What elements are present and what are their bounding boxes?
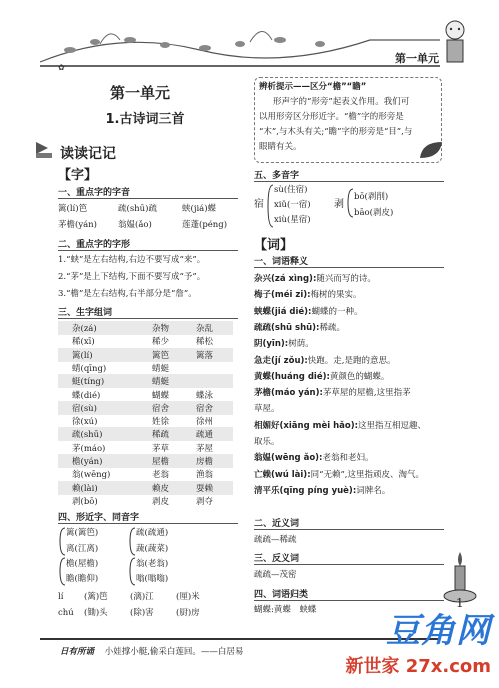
word-example: 耍赖: [196, 483, 214, 494]
word-example: 茅屋: [196, 443, 214, 454]
classify-words: 蝴蝶:黄蝶 蛱蝶: [254, 605, 317, 615]
definition-text: 树荫。: [288, 339, 314, 350]
glyph-note: 2.“茅”是上下结构,下面不要写成“予”。: [58, 272, 206, 282]
word-example: 稀松: [196, 337, 214, 348]
polyphone-reading: bō(剥削): [354, 192, 389, 202]
word-example: 剥皮: [152, 496, 170, 507]
bracket-icon: [128, 527, 136, 587]
leaf-icon: [418, 140, 444, 160]
homophone-item: (漓)江: [130, 592, 154, 602]
tip-line: 眼睛有关。: [259, 142, 302, 152]
definition-text: 取乐。: [254, 437, 280, 447]
homophone-pinyin: chú: [58, 608, 74, 618]
pronunciation-item: 蛱(jiá)蝶: [182, 204, 217, 214]
synonym-pair: 疏疏—稀疏: [254, 535, 297, 545]
definition-term: 梅子(méi zi):: [254, 290, 311, 301]
compare-item: 瞻(瞻仰): [66, 574, 99, 584]
word-char: 稀(xī): [72, 337, 95, 348]
definition-item: [254, 321, 345, 335]
definition-term: 黄蝶(huáng dié):: [254, 371, 330, 382]
ci-header: 【词】: [254, 238, 294, 253]
footer-quote: 小娃撑小艇,偷采白莲回。——白居易: [104, 647, 244, 657]
word-char: 徐(xú): [72, 417, 98, 428]
watermark-sub: 新世家 27x.com: [345, 656, 491, 677]
compare-item: 蔬(蔬菜): [136, 544, 169, 554]
word-example: 渔翁: [196, 470, 214, 481]
definition-text: 蝴蝶的一种。: [311, 306, 363, 317]
definition-text: 这里指互相逗趣、: [358, 420, 427, 431]
definition-item: [254, 386, 411, 400]
compare-item: 疏(疏通): [136, 528, 169, 538]
left-section-2: 二、重点字的字形: [58, 240, 131, 250]
word-char: 剥(bō): [72, 496, 98, 507]
word-char: 杂(zá): [72, 324, 97, 334]
bracket-icon: [266, 184, 274, 228]
right-section-1: 一、词语释义: [254, 257, 309, 267]
definition-item: [254, 484, 390, 498]
word-example: 杂乱: [196, 324, 214, 334]
page-number: 1: [456, 596, 464, 610]
word-example: 徐州: [196, 417, 214, 428]
definition-text: 同“无赖”,这里指顽皮、淘气。: [310, 469, 425, 480]
word-char: 赖(lài): [72, 483, 98, 494]
left-section-3: 三、生字组词: [58, 308, 113, 318]
definition-item: [254, 435, 280, 449]
footer-label: 日有所诵: [60, 647, 95, 657]
word-char: 翁(wēng): [72, 470, 111, 481]
definition-term: 疏疏(shū shū):: [254, 322, 320, 333]
tip-box: [254, 77, 442, 163]
pronunciation-item: 茅檐(yán): [58, 220, 97, 230]
definition-term: 清平乐(qīng píng yuè):: [254, 485, 357, 496]
definition-term: 急走(jí zǒu):: [254, 355, 308, 366]
word-example: 蝴蝶: [152, 390, 170, 401]
definition-item: [254, 272, 376, 286]
word-example: 篱笆: [152, 350, 170, 361]
right-section-2: 二、近义词: [254, 519, 300, 529]
antonym-pair: 疏疏—茂密: [254, 570, 297, 580]
polyphone-reading: xiù(星宿): [274, 215, 311, 225]
word-example: 杂物: [152, 324, 170, 334]
header-unit-label: 第一单元: [395, 52, 439, 65]
definition-item: [254, 354, 396, 368]
definition-item: [254, 419, 426, 433]
tip-line: 形声字的“形旁”起表义作用。我们可: [273, 97, 410, 107]
definition-item: [254, 337, 314, 351]
tip-title: 辨析提示——区分“檐”“瞻”: [259, 82, 367, 92]
word-char: 檐(yán): [72, 457, 103, 467]
word-example: 稀少: [152, 337, 170, 348]
word-char: 宿(sù): [72, 403, 97, 414]
compare-item: 檐(屋檐): [66, 559, 99, 569]
definition-text: 老翁和老妇。: [322, 453, 374, 464]
definition-item: [254, 370, 389, 384]
watermark: [345, 603, 491, 678]
polyphone-reading: xiǔ(一宿): [274, 200, 311, 210]
polyphone-reading: bāo(剥皮): [354, 208, 394, 218]
child-figure-icon: [446, 21, 464, 62]
left-section-4: 四、形近字、同音字: [58, 513, 140, 523]
word-example: 老翁: [152, 470, 170, 481]
lesson-title: 1.古诗词三首: [105, 112, 185, 127]
homophone-item: (除)害: [130, 608, 154, 618]
word-example: 蜻蜓: [152, 363, 170, 374]
pronunciation-item: 翁媪(ǎo): [118, 220, 152, 230]
pronunciation-item: 疏(shū)疏: [118, 204, 157, 214]
definition-term: 亡赖(wú lài):: [254, 469, 311, 480]
definition-item: [254, 305, 362, 319]
definition-term: 杂兴(zá xìng):: [254, 274, 317, 284]
pronunciation-item: 篱(lí)笆: [58, 204, 88, 214]
definition-term: 翁媪(wēng ǎo):: [254, 453, 323, 464]
definition-text: 草屋。: [254, 404, 280, 415]
polyphone-char: 宿: [254, 199, 264, 210]
definition-text: 随兴而写的诗。: [316, 274, 376, 284]
gramophone-icon: [32, 138, 58, 160]
tip-line: “木”,与木头有关;“瞻”字的形旁是“目”,与: [259, 127, 413, 137]
word-example: 赖皮: [152, 483, 170, 494]
definition-text: 稀疏。: [319, 322, 345, 333]
bracket-icon: [58, 527, 66, 587]
word-char: 茅(máo): [72, 443, 106, 454]
word-example: 剥夺: [196, 496, 214, 507]
definition-text: 黄颜色的蝴蝶。: [329, 371, 390, 382]
word-example: 蝶泳: [196, 390, 214, 401]
compare-item: 翁(老翁): [136, 559, 169, 569]
word-example: 蜻蜓: [152, 377, 170, 388]
homophone-item: (篱)笆: [84, 592, 108, 602]
definition-term: 相媚好(xiāng mèi hǎo):: [254, 420, 359, 431]
word-example: 稀疏: [152, 430, 170, 441]
definition-item: [254, 451, 373, 465]
polyphone-reading: sù(住宿): [274, 185, 308, 195]
word-char: 蝶(dié): [72, 390, 101, 401]
word-example: 宿舍: [196, 403, 214, 414]
homophone-item: (锄)头: [84, 608, 108, 618]
unit-title: 第一单元: [109, 84, 170, 102]
right-section-5: 五、多音字: [254, 171, 300, 181]
compare-item: 篱(篱笆): [66, 528, 99, 538]
word-char: 蜓(tíng): [72, 377, 105, 388]
definition-text: 快跑。走,是跑的意思。: [307, 355, 396, 366]
read-title: 读读记记: [60, 146, 116, 162]
homophone-pinyin: lí: [58, 592, 64, 602]
compare-item: 嗡(嗡嗡): [136, 574, 169, 584]
glyph-note: 3.“檐”是左右结构,右半部分是“詹”。: [58, 289, 197, 299]
word-char: 蜻(qīng): [72, 363, 107, 374]
zi-header: 【字】: [58, 168, 98, 183]
word-example: 宿舍: [152, 403, 170, 414]
definition-item: [254, 402, 280, 416]
watermark-main: 豆角网: [386, 611, 491, 651]
compare-item: 离(江离): [66, 544, 99, 554]
definition-item: [254, 468, 424, 482]
word-example: 姓徐: [152, 417, 170, 428]
definition-term: 茅檐(máo yán):: [254, 388, 323, 399]
definition-term: 阴(yīn):: [254, 339, 289, 350]
polyphone-char: 剥: [334, 199, 344, 210]
definition-text: 词牌名。: [356, 485, 391, 496]
pronunciation-item: 莲蓬(péng): [182, 220, 228, 230]
definition-text: 梅树的果实。: [310, 290, 362, 301]
homophone-item: (厘)米: [176, 592, 200, 602]
word-example: 房檐: [196, 457, 214, 467]
header-decoration: [0, 0, 499, 78]
homophone-item: (厨)房: [176, 608, 200, 618]
word-char: 篱(lí): [72, 350, 93, 361]
word-example: 茅草: [152, 443, 170, 454]
left-section-1: 一、重点字的字音: [58, 188, 131, 198]
definition-text: 茅草屋的屋檐,这里指茅: [322, 388, 411, 399]
tip-line: 以用形旁区分形近字。“檐”字的形旁是: [259, 112, 404, 122]
word-example: 屋檐: [152, 457, 170, 467]
word-char: 疏(shū): [72, 430, 103, 441]
word-example: 篱落: [196, 350, 214, 361]
word-example: 疏通: [196, 430, 214, 441]
svg-text:✿: ✿: [58, 63, 65, 72]
definition-term: 蛱蝶(jiá dié):: [254, 306, 312, 317]
right-section-3: 三、反义词: [254, 554, 300, 564]
bracket-icon: [346, 188, 354, 218]
right-section-4: 四、词语归类: [254, 590, 309, 600]
glyph-note: 1.“蛱”是左右结构,右边不要写成“来”。: [58, 255, 206, 265]
definition-item: [254, 288, 362, 302]
